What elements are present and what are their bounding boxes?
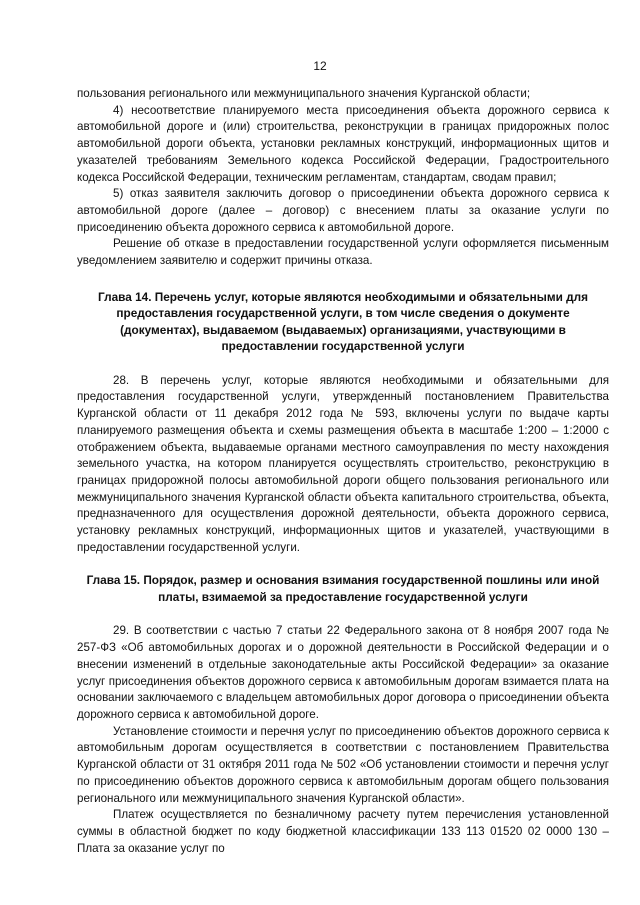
- spacer: [77, 605, 609, 623]
- chapter-14-heading: Глава 14. Перечень услуг, которые являются необходимыми и обязательными для предоставления государственной услуги, в том числе сведения о документе (документах), выдаваемом (выдаваемых) организациями, участвующими в предоставлении государственной услуги: [97, 289, 589, 354]
- paragraph-item-4: 4) несоответствие планируемого места присоединения объекта дорожного сервиса к автомобильной дороге и (или) строительства, реконструкции в границах придорожных полос автомобильной дороги объекта, установки рекламных конструкций, информационных щитов и указателей требованиям Земельного кодекса Российской Федерации, Градостроительного кодекса Российской Федерации, техническим регламентам, стандартам, сводам правил;: [77, 103, 609, 184]
- paragraph-29: 29. В соответствии с частью 7 статьи 22 Федерального закона от 8 ноября 2007 года № 257-ФЗ «Об автомобильных дорогах и о дорожной деятельности в Российской Федерации и о внесении изменений в отдельные законодательные акты Российской Федерации» за оказание услуг присоединения объектов дорожного сервиса к автомобильным дорогам взимается плата на основании заключаемого с владельцем автомобильных дорог договора о присоединении объекта дорожного сервиса к автомобильной дороге.: [77, 624, 609, 721]
- spacer: [77, 270, 609, 289]
- spacer: [77, 355, 609, 373]
- paragraph-28: 28. В перечень услуг, которые являются необходимыми и обязательными для предоставления государственной услуги, утвержденный постановлением Правительства Курганской области от 11 декабря 2012 года № 593, включены услуги по выдаче карты планируемого размещения объекта и схемы размещения объекта в масштабе 1:200 – 1:2000 с отображением объекта, выдаваемые органами местного самоуправления по месту нахождения земельного участка, на котором планируется осуществлять строительство, реконструкцию в границах придорожной полосы автомобильной дороги общего пользования регионального или межмуниципального значения Курганской области объекта капитального строительства, объекта, предназначенного для осуществления дорожной деятельности, объекта дорожного сервиса, установку рекламных конструкций, информационных щитов и указателей, участвующими в предоставлении государственной услуги.: [77, 373, 609, 554]
- paragraph-item-5: 5) отказ заявителя заключить договор о присоединении объекта дорожного сервиса к автомобильной дороге (далее – договор) с внесением платы за оказание услуги по присоединению объекта дорожного сервиса к автомобильной дороге.: [77, 187, 609, 234]
- page-number: 12: [313, 59, 327, 73]
- paragraph-continuation: пользования регионального или межмуниципального значения Курганской области;: [77, 87, 531, 100]
- chapter-15-heading: Глава 15. Порядок, размер и основания взимания государственной пошлины или иной платы, взимаемой за предоставление государственной услуги: [86, 573, 600, 604]
- paragraph-refusal-decision: Решение об отказе в предоставлении государственной услуги оформляется письменным уведомлением заявителю и содержит причины отказа.: [77, 237, 609, 268]
- document-body: [77, 86, 609, 857]
- paragraph-payment: Платеж осуществляется по безналичному расчету путем перечисления установленной суммы в областной бюджет по коду бюджетной классификации 133 113 01520 02 0000 130 – Плата за оказание услуг по: [77, 808, 609, 855]
- paragraph-cost-establishment: Установление стоимости и перечня услуг по присоединению объектов дорожного сервиса к автомобильным дорогам осуществляется в соответствии с постановлением Правительства Курганской области от 31 октября 2011 года № 502 «Об установлении стоимости и перечня услуг по присоединению объектов дорожного сервиса к автомобильным дорогам общего пользования регионального или межмуниципального значения Курганской области».: [77, 724, 609, 805]
- spacer: [77, 556, 609, 572]
